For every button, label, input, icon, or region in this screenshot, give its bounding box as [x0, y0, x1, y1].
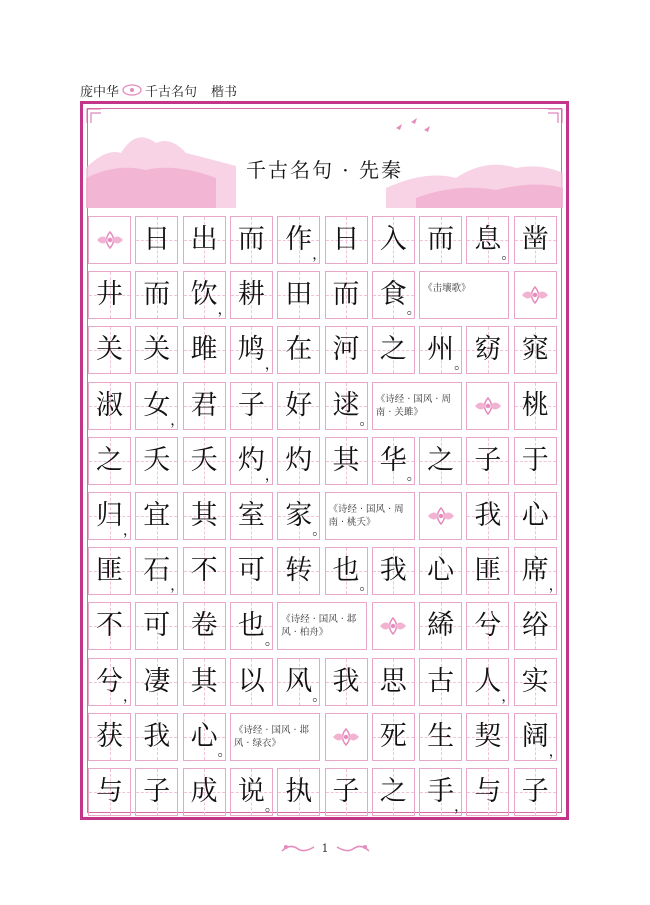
calligraphy-character: 与	[96, 776, 123, 807]
punctuation-mark: ，	[123, 688, 137, 705]
calligraphy-character: 家	[285, 500, 313, 531]
character-cell	[466, 547, 509, 595]
character-cell	[135, 713, 178, 761]
character-cell	[277, 437, 320, 485]
character-cell	[230, 216, 273, 264]
grid-row	[88, 326, 561, 374]
character-cell	[230, 326, 279, 374]
calligraphy-character: 兮	[474, 610, 502, 642]
floral-ornament-icon	[520, 285, 550, 305]
calligraphy-character: 而	[332, 279, 360, 311]
punctuation-mark: 。	[454, 357, 469, 374]
calligraphy-character: 州	[427, 334, 455, 366]
calligraphy-character: 契	[474, 720, 502, 752]
punctuation-mark: ，	[312, 247, 327, 263]
character-cell	[419, 547, 462, 595]
character-cell	[419, 658, 462, 706]
calligraphy-character: 作	[285, 224, 313, 255]
page-title: 千古名句 · 先秦	[245, 158, 404, 182]
calligraphy-character: 执	[285, 776, 313, 807]
calligraphy-character: 窕	[521, 334, 549, 366]
calligraphy-character: 出	[190, 224, 218, 255]
character-cell	[277, 271, 320, 319]
calligraphy-character: 我	[143, 720, 171, 752]
character-cell	[135, 492, 178, 540]
calligraphy-character: 匪	[474, 555, 502, 587]
swirl-left-icon	[280, 841, 316, 855]
calligraphy-character: 可	[143, 610, 171, 642]
calligraphy-character: 在	[285, 334, 313, 366]
character-cell	[88, 713, 131, 761]
series-name: 千古名句	[145, 84, 198, 100]
calligraphy-character: 夭	[190, 444, 218, 476]
floral-ornament-icon	[378, 616, 408, 636]
calligraphy-character: 心	[427, 555, 455, 587]
calligraphy-character: 我	[379, 555, 407, 587]
punctuation-mark: ，	[548, 578, 563, 595]
calligraphy-character: 实	[521, 665, 549, 697]
calligraphy-character: 手	[427, 776, 455, 807]
calligraphy-character: 河	[332, 334, 360, 366]
character-cell	[88, 547, 131, 595]
grid-row	[88, 382, 561, 430]
character-cell	[514, 602, 557, 650]
character-cell	[514, 492, 557, 540]
character-cell	[325, 437, 368, 485]
calligraphy-character: 子	[237, 389, 265, 421]
character-cell	[277, 768, 320, 816]
calligraphy-character: 逑	[332, 389, 360, 421]
calligraphy-character: 而	[143, 279, 171, 311]
character-cell	[466, 768, 509, 816]
source-citation: 《诗经 · 国风 · 周南 · 关雎》	[372, 382, 462, 430]
character-cell	[230, 437, 279, 485]
character-cell	[135, 602, 178, 650]
calligraphy-character: 灼	[285, 444, 313, 476]
calligraphy-character: 子	[143, 776, 171, 807]
calligraphy-character: 井	[96, 279, 123, 311]
character-cell	[372, 216, 415, 264]
calligraphy-character: 不	[190, 555, 218, 587]
punctuation-mark: ，	[170, 412, 185, 429]
source-citation: 《诗经 · 国风 · 周南 · 桃夭》	[325, 492, 415, 540]
character-cell	[514, 326, 557, 374]
calligraphy-character: 获	[96, 720, 123, 752]
character-cell	[372, 713, 415, 761]
character-cell	[230, 602, 279, 650]
character-cell	[135, 658, 178, 706]
character-cell	[88, 271, 131, 319]
calligraphy-character: 与	[474, 776, 502, 807]
grid-row	[88, 492, 561, 540]
character-cell	[88, 437, 131, 485]
grid-row	[88, 216, 561, 264]
character-cell	[135, 216, 178, 264]
calligraphy-character: 雎	[190, 334, 218, 366]
punctuation-mark: ，	[548, 743, 563, 760]
character-cell	[325, 271, 368, 319]
calligraphy-character: 好	[285, 389, 313, 421]
character-cell	[419, 326, 469, 374]
character-cell	[277, 326, 320, 374]
ornament-cell	[88, 216, 131, 264]
calligraphy-character: 绤	[521, 610, 549, 642]
character-cell	[419, 768, 469, 816]
punctuation-mark: 。	[501, 247, 516, 263]
calligraphy-character: 我	[332, 665, 360, 697]
calligraphy-character: 席	[521, 555, 549, 587]
character-cell	[88, 768, 131, 816]
character-cell	[372, 326, 415, 374]
calligraphy-character: 凿	[521, 224, 549, 255]
calligraphy-character: 室	[237, 500, 265, 531]
character-cell	[325, 768, 368, 816]
page-footer	[0, 838, 650, 858]
author-name: 庞中华	[80, 84, 120, 100]
character-cell	[419, 713, 462, 761]
character-cell	[277, 547, 320, 595]
ornament-cell	[466, 382, 509, 430]
character-cell	[419, 602, 462, 650]
grid-row	[88, 547, 561, 595]
punctuation-mark: 。	[359, 578, 374, 595]
punctuation-mark: ，	[217, 302, 232, 319]
calligraphy-character: 而	[427, 224, 455, 255]
calligraphy-character: 子	[332, 776, 360, 807]
character-cell	[514, 768, 557, 816]
calligraphy-character: 桃	[521, 389, 549, 421]
calligraphy-character: 卷	[190, 610, 218, 642]
calligraphy-character: 耕	[237, 279, 265, 311]
calligraphy-character: 心	[521, 500, 549, 531]
grid-row	[88, 271, 561, 319]
calligraphy-character: 成	[190, 776, 218, 807]
character-cell	[230, 768, 279, 816]
calligraphy-character: 归	[96, 500, 123, 531]
character-cell	[88, 602, 131, 650]
calligraphy-character: 也	[332, 555, 360, 587]
calligraphy-character: 思	[379, 665, 407, 697]
title-banner	[86, 108, 563, 208]
calligraphy-character: 食	[379, 279, 407, 311]
calligraphy-character: 日	[143, 224, 171, 255]
calligraphy-character: 风	[285, 665, 313, 697]
character-cell	[325, 547, 374, 595]
calligraphy-character: 华	[379, 444, 407, 476]
running-header	[80, 80, 237, 100]
character-cell	[514, 658, 557, 706]
calligraphy-character: 淑	[96, 389, 123, 421]
character-cell	[466, 216, 516, 264]
character-cell	[514, 382, 557, 430]
character-cell	[135, 547, 185, 595]
calligraphy-character: 入	[379, 224, 407, 255]
floral-ornament-icon	[426, 506, 456, 526]
character-cell	[183, 492, 226, 540]
grid-row	[88, 602, 561, 650]
calligraphy-character: 而	[237, 224, 265, 255]
calligraphy-style: 楷书	[211, 84, 238, 100]
character-cell	[183, 602, 226, 650]
character-cell	[372, 658, 415, 706]
character-cell	[230, 492, 273, 540]
character-cell	[372, 271, 421, 319]
character-cell	[372, 437, 421, 485]
punctuation-mark: ，	[501, 688, 516, 705]
punctuation-mark: ，	[454, 799, 469, 815]
calligraphy-character: 石	[143, 555, 171, 587]
calligraphy-character: 女	[143, 389, 171, 421]
swirl-right-icon	[335, 841, 371, 855]
calligraphy-character: 其	[190, 500, 218, 531]
calligraphy-character: 鸠	[237, 334, 265, 366]
character-cell	[466, 713, 509, 761]
grid-row	[88, 658, 561, 706]
calligraphy-character: 之	[379, 334, 407, 366]
calligraphy-character: 于	[521, 444, 549, 476]
character-cell	[325, 382, 374, 430]
punctuation-mark: 。	[406, 302, 421, 319]
character-cell	[135, 271, 178, 319]
character-cell	[277, 658, 327, 706]
ornament-cell	[419, 492, 462, 540]
calligraphy-character: 凄	[143, 665, 171, 697]
character-cell	[325, 326, 368, 374]
character-cell	[135, 382, 185, 430]
calligraphy-character: 子	[474, 444, 502, 476]
calligraphy-character: 饮	[190, 279, 218, 311]
calligraphy-character: 关	[96, 334, 123, 366]
character-cell	[88, 658, 137, 706]
grid-row	[88, 713, 561, 761]
punctuation-mark: 。	[312, 688, 327, 705]
punctuation-mark: ，	[170, 578, 185, 595]
punctuation-mark: 。	[312, 523, 327, 539]
character-cell	[183, 437, 226, 485]
character-cell	[183, 326, 226, 374]
calligraphy-character: 君	[190, 389, 218, 421]
calligraphy-character: 之	[96, 444, 123, 476]
character-cell	[514, 216, 557, 264]
calligraphy-character: 之	[427, 444, 455, 476]
character-cell	[88, 492, 137, 540]
calligraphy-character: 其	[190, 665, 218, 697]
character-cell	[230, 382, 273, 430]
floral-ornament-icon	[95, 230, 125, 250]
character-cell	[88, 326, 131, 374]
character-cell	[183, 768, 226, 816]
calligraphy-character: 日	[332, 224, 360, 255]
calligraphy-character: 其	[332, 444, 360, 476]
character-cell	[135, 326, 178, 374]
page-number: 1	[321, 841, 329, 855]
calligraphy-character: 心	[190, 720, 218, 752]
source-citation: 《击壤歌》	[419, 271, 509, 319]
character-cell	[325, 216, 368, 264]
calligraphy-character: 息	[474, 224, 502, 255]
calligraphy-character: 絺	[427, 610, 455, 642]
floral-divider-icon	[121, 83, 143, 97]
calligraphy-character: 古	[427, 665, 455, 697]
calligraphy-character: 窈	[474, 334, 502, 366]
character-cell	[183, 713, 232, 761]
calligraphy-character: 人	[474, 665, 502, 697]
floral-ornament-icon	[473, 396, 503, 416]
grid-row	[88, 768, 561, 816]
punctuation-mark: 。	[359, 412, 374, 429]
character-cell	[325, 658, 368, 706]
character-cell	[419, 216, 462, 264]
calligraphy-character: 以	[237, 665, 265, 697]
punctuation-mark: ，	[123, 523, 137, 539]
punctuation-mark: ，	[264, 357, 279, 374]
character-cell	[183, 658, 226, 706]
character-cell	[466, 658, 516, 706]
calligraphy-character: 宜	[143, 500, 171, 531]
character-cell	[135, 437, 178, 485]
punctuation-mark: 。	[264, 799, 279, 815]
punctuation-mark: ，	[264, 467, 279, 484]
calligraphy-character: 也	[237, 610, 265, 642]
punctuation-mark: 。	[217, 743, 232, 760]
calligraphy-character: 说	[237, 776, 265, 807]
floral-ornament-icon	[331, 727, 361, 747]
character-cell	[183, 382, 226, 430]
character-cell	[183, 271, 232, 319]
character-cell	[466, 437, 509, 485]
calligraphy-character: 我	[474, 500, 502, 531]
character-cell	[466, 326, 509, 374]
calligraphy-character: 生	[427, 720, 455, 752]
character-cell	[135, 768, 178, 816]
character-cell	[183, 216, 226, 264]
punctuation-mark: 。	[264, 633, 279, 650]
calligraphy-character: 兮	[96, 665, 123, 697]
character-cell	[183, 547, 226, 595]
character-cell	[514, 713, 563, 761]
calligraphy-character: 死	[379, 720, 407, 752]
ornament-cell	[514, 271, 557, 319]
calligraphy-character: 灼	[237, 444, 265, 476]
calligraphy-character: 夭	[143, 444, 171, 476]
character-cell	[230, 547, 273, 595]
calligraphy-character: 子	[521, 776, 549, 807]
character-cell	[514, 437, 557, 485]
punctuation-mark: 。	[406, 467, 421, 484]
source-citation: 《诗经 · 国风 · 邶风 · 绿衣》	[230, 713, 320, 761]
character-cell	[372, 547, 415, 595]
calligraphy-character: 关	[143, 334, 171, 366]
calligraphy-character: 之	[379, 776, 407, 807]
character-cell	[466, 602, 509, 650]
character-cell	[466, 492, 509, 540]
calligraphy-character: 阔	[521, 720, 549, 752]
character-cell	[88, 382, 131, 430]
ornament-cell	[325, 713, 368, 761]
character-cell	[230, 271, 273, 319]
character-cell	[277, 492, 327, 540]
grid-row	[88, 437, 561, 485]
character-cell	[514, 547, 563, 595]
character-cell	[372, 768, 415, 816]
character-cell	[277, 382, 320, 430]
calligraphy-character: 不	[96, 610, 123, 642]
character-cell	[277, 216, 327, 264]
calligraphy-character: 匪	[96, 555, 123, 587]
character-cell	[230, 658, 273, 706]
source-citation: 《诗经 · 国风 · 邶风 · 柏舟》	[277, 602, 367, 650]
calligraphy-character: 可	[237, 555, 265, 587]
calligraphy-character: 转	[285, 555, 313, 587]
ornament-cell	[372, 602, 415, 650]
calligraphy-character: 田	[285, 279, 313, 311]
character-cell	[419, 437, 462, 485]
